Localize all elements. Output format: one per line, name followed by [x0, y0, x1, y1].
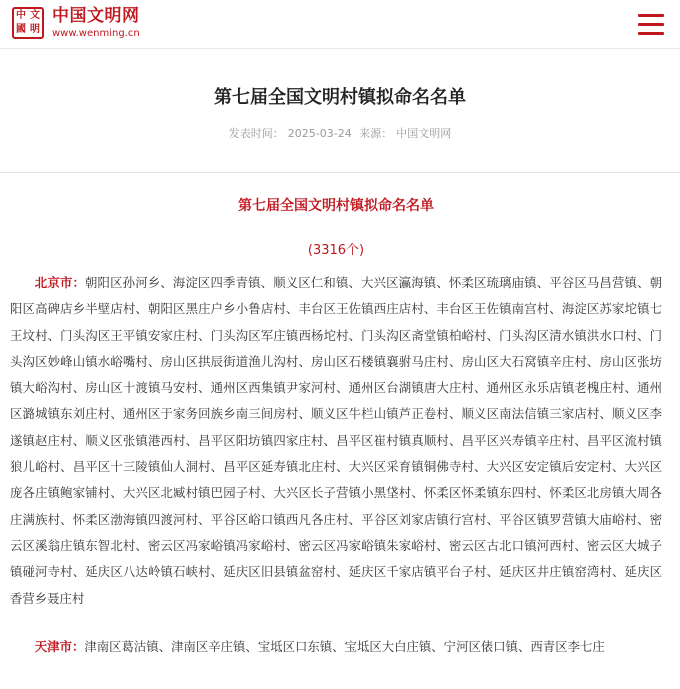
hamburger-menu-icon[interactable] — [638, 14, 664, 36]
site-domain: www.wenming.cn — [52, 28, 140, 39]
total-count: (3316个) — [307, 243, 365, 258]
region-paragraph-beijing — [10, 270, 662, 612]
article-body — [0, 197, 680, 660]
source-label: 来源： — [359, 127, 393, 140]
article-subtitle: 第七届全国文明村镇拟命名名单 — [238, 198, 434, 214]
article-header — [0, 49, 680, 173]
site-logo[interactable] — [12, 6, 140, 40]
article-meta — [0, 125, 680, 141]
region-paragraph-tianjin — [10, 634, 662, 660]
page-title: 第七届全国文明村镇拟命名名单 — [214, 87, 466, 108]
logo-text — [52, 6, 140, 40]
logo-seal-char: 國 — [16, 24, 26, 35]
logo-seal-char: 文 — [30, 10, 40, 21]
date-label: 发表时间： — [228, 127, 284, 140]
region-label: 北京市： — [34, 275, 85, 290]
source-name: 中国文明网 — [396, 127, 452, 140]
site-header — [0, 0, 680, 49]
brand-name: 中国文明网 — [52, 6, 140, 26]
logo-seal — [12, 7, 44, 39]
logo-seal-char: 明 — [30, 24, 40, 35]
region-list-text: 朝阳区孙河乡、海淀区四季青镇、顺义区仁和镇、大兴区瀛海镇、怀柔区琉璃庙镇、平谷区马昌营镇、朝阳区高碑店乡半壁店村、朝阳区黑庄户乡小鲁店村、丰台区王佐镇西庄店村、丰台区王佐镇南宫村、海淀区苏家坨镇七王坟村、门头沟区王平镇安家庄村、门头沟区军庄镇西杨坨村、门头沟区斋堂镇柏峪村、门头沟区清水镇洪水口村、门头沟区妙峰山镇水峪嘴村、房山区拱辰街道渔儿沟村、房山区石楼镇襄驸马庄村、房山区大石窝镇辛庄村、房山区张坊镇大峪沟村、房山区十渡镇马安村、通州区西集镇尹家河村、通州区台湖镇唐大庄村、通州区永乐店镇老槐庄村、通州区潞城镇东刘庄村、通州区于家务回族乡南三间房村、顺义区牛栏山镇芦正卷村、顺义区南法信镇三家店村、顺义区李遂镇赵庄村、顺义区张镇港西村、昌平区阳坊镇四家庄村、昌平区崔村镇真顺村、昌平区兴寿镇辛庄村、昌平区流村镇狼儿峪村、昌平区十三陵镇仙人洞村、昌平区延寿镇北庄村、大兴区采育镇铜佛寺村、大兴区安定镇后安定村、大兴区庞各庄镇鲍家铺村、大兴区北臧村镇巴园子村、大兴区长子营镇小黑垡村、怀柔区怀柔镇东四村、怀柔区北房镇大周各庄满族村、怀柔区渤海镇四渡河村、平谷区峪口镇西凡各庄村、平谷区刘家店镇行宫村、平谷区镇罗营镇大庙峪村、密云区溪翁庄镇东智北村、密云区冯家峪镇冯家峪村、密云区冯家峪镇朱家峪村、密云区古北口镇河西村、密云区大城子镇碰河寺村、延庆区八达岭镇石峡村、延庆区旧县镇盆窑村、延庆区千家店镇平台子村、延庆区井庄镇窑湾村、延庆区香营乡聂庄村 — [10, 275, 663, 606]
region-list-text: 津南区葛沽镇、津南区辛庄镇、宝坻区口东镇、宝坻区大白庄镇、宁河区俵口镇、西青区李七庄 — [84, 638, 605, 654]
logo-seal-char: 中 — [16, 10, 26, 21]
region-label: 天津市： — [34, 638, 85, 654]
publish-date: 2025-03-24 — [287, 127, 352, 140]
